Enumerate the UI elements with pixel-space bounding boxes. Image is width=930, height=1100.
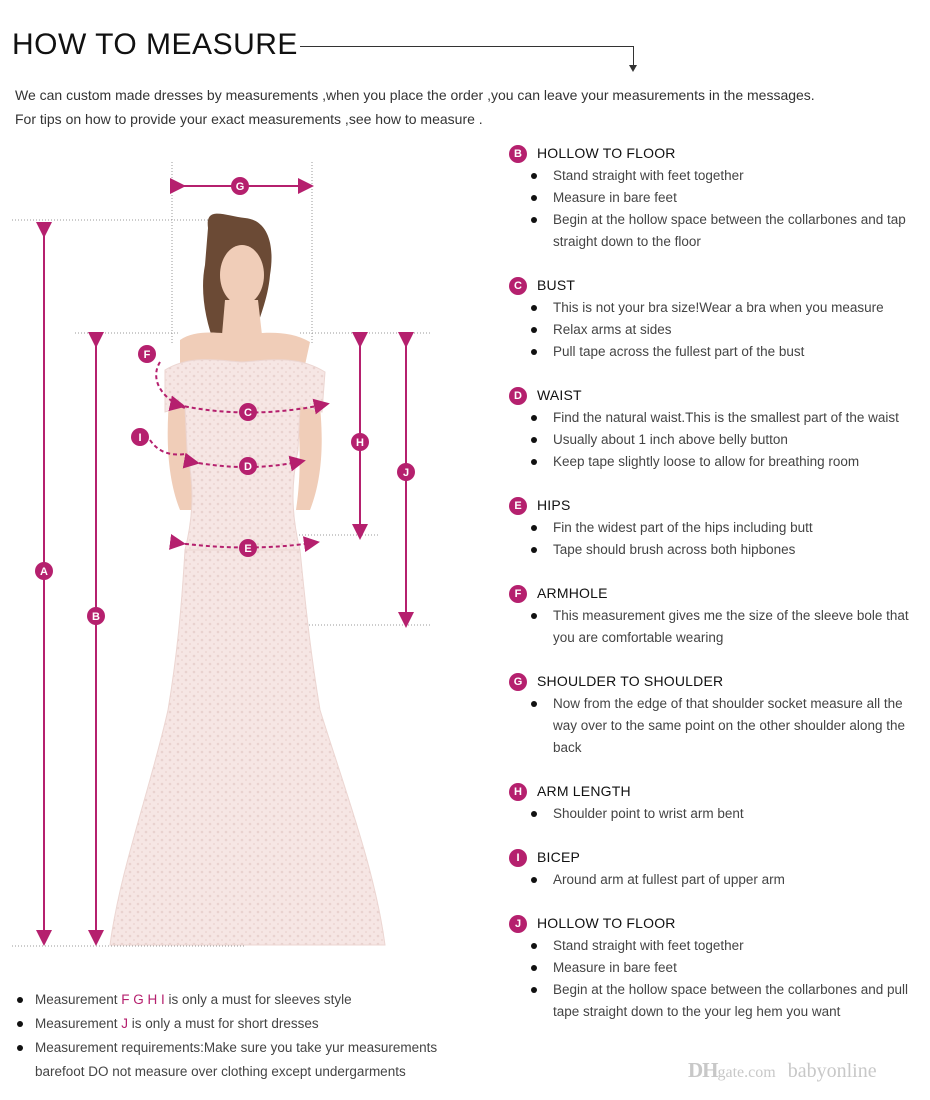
list-item: Shoulder point to wrist arm bent — [509, 803, 924, 825]
section-title: HOLLOW TO FLOOR — [537, 915, 676, 931]
list-item: Relax arms at sides — [509, 319, 924, 341]
list-item: Find the natural waist.This is the smallest part of the waist — [509, 407, 924, 429]
letter-badge-icon: H — [509, 783, 527, 801]
letter-badge-icon: I — [509, 849, 527, 867]
list-item: Measure in bare feet — [509, 187, 924, 209]
bullet-icon — [531, 305, 537, 311]
bullet-icon — [531, 987, 537, 993]
list-item: Keep tape slightly loose to allow for breathing room — [509, 451, 924, 473]
marker-b-icon — [87, 607, 105, 625]
intro-line-2: For tips on how to provide your exact measurements ,see how to measure . — [15, 111, 483, 127]
svg-text:F: F — [143, 349, 151, 361]
marker-h-icon — [351, 433, 369, 451]
bullet-icon — [17, 1045, 23, 1051]
title-rule — [300, 46, 633, 47]
bullet-icon — [531, 701, 537, 707]
section-hips — [509, 495, 924, 561]
section-title: ARM LENGTH — [537, 783, 631, 799]
marker-f-icon — [138, 345, 156, 363]
svg-text:J: J — [402, 467, 410, 479]
svg-text:H: H — [356, 437, 364, 449]
list-item: This is not your bra size!Wear a bra when you measure — [509, 297, 924, 319]
note-short-dresses: Measurement J is only a must for short dresses — [14, 1012, 484, 1036]
section-bust — [509, 275, 924, 363]
list-item: Begin at the hollow space between the collarbones and tap straight down to the floor — [509, 209, 924, 253]
list-item: Around arm at fullest part of upper arm — [509, 869, 924, 891]
bullet-icon — [531, 547, 537, 553]
note-sleeves: Measurement F G H I is only a must for sleeves style — [14, 988, 484, 1012]
intro-line-1: We can custom made dresses by measurements ,when you place the order ,you can leave your measurements in the messages. — [15, 87, 815, 103]
letter-badge-icon: F — [509, 585, 527, 603]
section-title: SHOULDER TO SHOULDER — [537, 673, 724, 689]
section-title: HIPS — [537, 497, 571, 513]
marker-c-icon — [239, 403, 257, 421]
list-item: Stand straight with feet together — [509, 165, 924, 187]
marker-g-icon — [231, 177, 249, 195]
marker-i-icon — [131, 428, 149, 446]
section-shoulder-to-shoulder — [509, 671, 924, 759]
section-title: WAIST — [537, 387, 582, 403]
watermark — [688, 1058, 877, 1083]
section-waist — [509, 385, 924, 473]
letter-badge-icon: C — [509, 277, 527, 295]
section-title: BUST — [537, 277, 576, 293]
marker-d-icon — [239, 457, 257, 475]
svg-text:E: E — [244, 543, 252, 555]
page-title: HOW TO MEASURE — [12, 28, 298, 61]
svg-text:B: B — [92, 611, 100, 623]
list-item: Begin at the hollow space between the collarbones and pull tape straight down to the your leg hem you want — [509, 979, 924, 1023]
section-hollow-to-floor-b — [509, 143, 924, 253]
letter-badge-icon: E — [509, 497, 527, 515]
marker-e-icon — [239, 539, 257, 557]
watermark-brand: babyonline — [787, 1060, 877, 1082]
section-bicep — [509, 847, 924, 891]
bullet-icon — [531, 459, 537, 465]
bullet-icon — [531, 173, 537, 179]
svg-text:A: A — [40, 566, 48, 578]
section-hollow-to-floor-j — [509, 913, 924, 1023]
bullet-icon — [531, 349, 537, 355]
letter-badge-icon: G — [509, 673, 527, 691]
list-item: Pull tape across the fullest part of the bust — [509, 341, 924, 363]
bullet-icon — [531, 943, 537, 949]
list-item: This measurement gives me the size of the sleeve bole that you are comfortable wearing — [509, 605, 924, 649]
list-item: Fin the widest part of the hips including butt — [509, 517, 924, 539]
arrow-down-icon — [629, 65, 637, 72]
section-title: HOLLOW TO FLOOR — [537, 145, 676, 161]
svg-text:D: D — [244, 461, 252, 473]
list-item: Stand straight with feet together — [509, 935, 924, 957]
section-title: ARMHOLE — [537, 585, 608, 601]
letter-badge-icon: B — [509, 145, 527, 163]
bullet-icon — [531, 877, 537, 883]
bullet-icon — [531, 811, 537, 817]
note-requirements: Measurement requirements:Make sure you take yur measurements barefoot DO not measure over clothing except undergarments — [14, 1036, 484, 1084]
bullet-icon — [531, 415, 537, 421]
section-armhole — [509, 583, 924, 649]
marker-j-icon — [397, 463, 415, 481]
bullet-icon — [17, 1021, 23, 1027]
letter-badge-icon: J — [509, 915, 527, 933]
svg-text:I: I — [138, 432, 142, 444]
list-item: Now from the edge of that shoulder socket measure all the way over to the same point on the other shoulder along the back — [509, 693, 924, 759]
dress-illustration — [110, 214, 385, 945]
bullet-icon — [531, 613, 537, 619]
letter-badge-icon: D — [509, 387, 527, 405]
section-arm-length — [509, 781, 924, 825]
list-item: Usually about 1 inch above belly button — [509, 429, 924, 451]
measurement-notes — [14, 988, 484, 1084]
list-item: Tape should brush across both hipbones — [509, 539, 924, 561]
section-title: BICEP — [537, 849, 581, 865]
watermark-logo: DH — [688, 1058, 718, 1082]
marker-a-icon — [35, 562, 53, 580]
bullet-icon — [531, 195, 537, 201]
svg-text:G: G — [235, 181, 245, 193]
bullet-icon — [17, 997, 23, 1003]
bullet-icon — [531, 327, 537, 333]
svg-text:C: C — [244, 407, 252, 419]
bullet-icon — [531, 965, 537, 971]
dress-figure-svg — [0, 150, 470, 960]
list-item: Measure in bare feet — [509, 957, 924, 979]
measurement-figure — [0, 150, 470, 960]
bullet-icon — [531, 217, 537, 223]
bullet-icon — [531, 437, 537, 443]
watermark-site: gate.com — [717, 1064, 776, 1081]
bullet-icon — [531, 525, 537, 531]
